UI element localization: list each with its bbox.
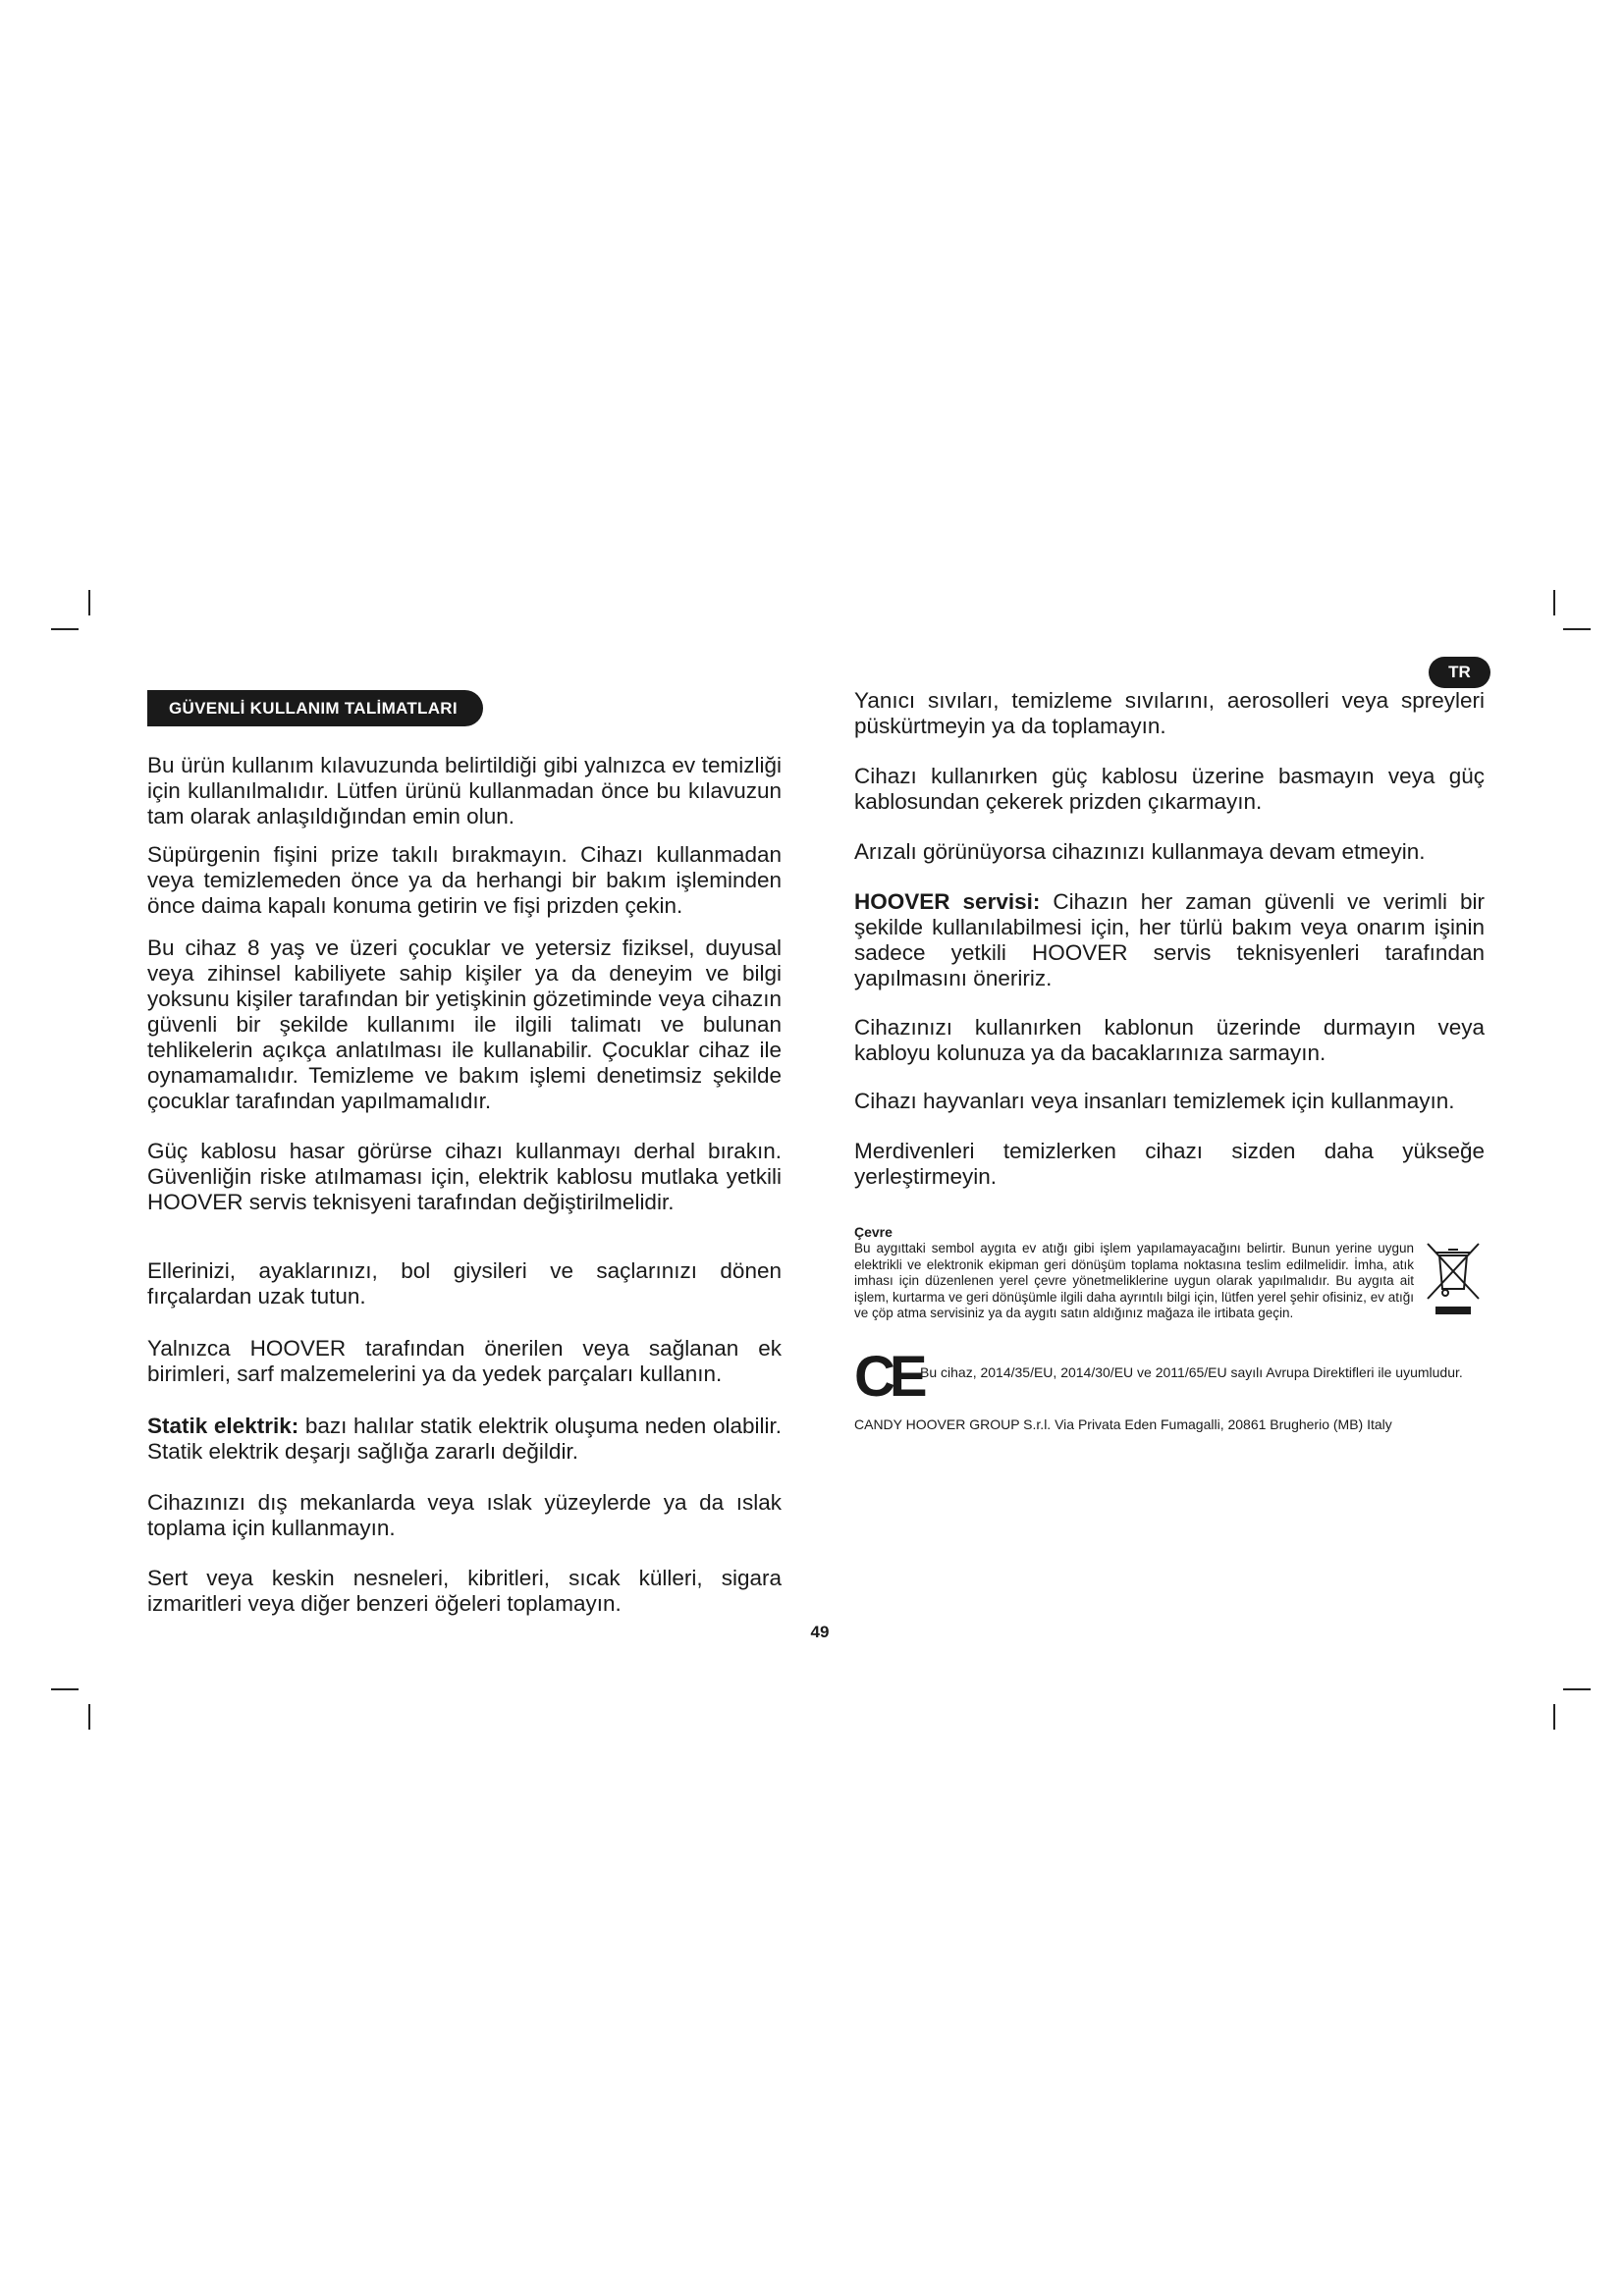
service-text: Cihazın her zaman güvenli ve verimli bir şekilde kullanılabilmesi için, her türlü bakım veya onarım işinin sadece yetkili HOOVER servis teknisyenleri tarafından yapılmasını öneririz. — [854, 889, 1485, 990]
page-number: 49 — [810, 1623, 830, 1641]
service-paragraph — [854, 889, 1485, 991]
crop-mark — [51, 628, 79, 630]
section-heading: GÜVENLİ KULLANIM TALİMATLARI — [147, 690, 483, 726]
ce-declaration: Bu cihaz, 2014/35/EU, 2014/30/EU ve 2011/65/EU sayılı Avrupa Direktifleri ile uyumludur. — [920, 1364, 1463, 1380]
static-label: Statik elektrik: — [147, 1414, 299, 1438]
paragraph: Bu ürün kullanım kılavuzunda belirtildiği gibi yalnızca ev temizliği için kullanılmalıdır. Lütfen ürünü kullanmadan önce bu kılavuzun tam olarak anlaşıldığından emin olun. — [147, 753, 782, 828]
crop-mark — [1563, 1688, 1591, 1690]
paragraph: Sert veya keskin nesneleri, kibritleri, sıcak külleri, sigara izmaritleri veya diğer benzeri öğeleri toplamayın. — [147, 1566, 782, 1616]
paragraph: Yalnızca HOOVER tarafından önerilen veya sağlanan ek birimleri, sarf malzemelerini ya da yedek parçaları kullanın. — [147, 1336, 782, 1386]
paragraph: Ellerinizi, ayaklarınızı, bol giysileri ve saçlarınızı dönen fırçalardan uzak tutun. — [147, 1258, 782, 1308]
crop-mark — [1563, 628, 1591, 630]
paragraph: Merdivenleri temizlerken cihazı sizden daha yükseğe yerleştirmeyin. — [854, 1139, 1485, 1189]
static-text: bazı halılar statik elektrik oluşuma neden olabilir. Statik elektrik deşarjı sağlığa zararlı değildir. — [147, 1414, 782, 1464]
service-label: HOOVER servisi: — [854, 889, 1041, 914]
crop-mark — [88, 590, 90, 615]
company-address: CANDY HOOVER GROUP S.r.l. Via Privata Eden Fumagalli, 20861 Brugherio (MB) Italy — [854, 1416, 1392, 1432]
paragraph: Cihazı kullanırken güç kablosu üzerine basmayın veya güç kablosundan çekerek prizden çıkarmayın. — [854, 764, 1485, 814]
weee-bin-icon — [1424, 1240, 1483, 1318]
static-electricity-paragraph — [147, 1414, 782, 1465]
paragraph: Arızalı görünüyorsa cihazınızı kullanmaya devam etmeyin. — [854, 839, 1426, 864]
paragraph: Yanıcı sıvıları, temizleme sıvılarını, aerosolleri veya spreyleri püskürtmeyin ya da toplamayın. — [854, 688, 1485, 738]
language-badge: TR — [1429, 657, 1490, 688]
paragraph: Cihazınızı dış mekanlarda veya ıslak yüzeylerde ya da ıslak toplama için kullanmayın. — [147, 1490, 782, 1540]
crop-mark — [88, 1704, 90, 1730]
ce-mark-icon: CE — [854, 1345, 922, 1409]
paragraph: Bu cihaz 8 yaş ve üzeri çocuklar ve yetersiz fiziksel, duyusal veya zihinsel kabiliyete sahip kişiler ya da deneyim ve bilgi yoksunu kişiler tarafından bir yetişkinin gözetiminde veya cihazın güvenli bir şekilde kullanımı ile ilgili talimatı ve bulunan tehlikelerin açıkça anlatılması ile kullanabilir. Çocuklar cihaz ile oynamamalıdır. Temizleme ve bakım işlemi denetimsiz şekilde çocuklar tarafından yapılmamalıdır. — [147, 935, 782, 1113]
paragraph: Güç kablosu hasar görürse cihazı kullanmayı derhal bırakın. Güvenliğin riske atılmaması için, elektrik kablosu mutlaka yetkili HOOVER servis teknisyeni tarafından değiştirilmelidir. — [147, 1139, 782, 1214]
crop-mark — [51, 1688, 79, 1690]
environment-text: Bu aygıttaki sembol aygıta ev atığı gibi işlem yapılamayacağını belirtir. Bunun yerine uygun elektrikli ve elektronik ekipman geri dönüşüm toplama noktasına teslim edilmelidir. İmha, atık imhası için düzenlenen yerel çevre yönetmeliklerine uygun olarak yapılmalıdır. Bu aygıta ait işlem, kurtarma ve geri dönüşümle ilgili daha ayrıntılı bilgi için, lütfen yerel şehir ofisiniz, ev atığı ve çöp atma servisiniz ya da aygıtı satın aldığınız mağaza ile irtibata geçin. — [854, 1241, 1414, 1320]
environment-title: Çevre — [854, 1224, 893, 1240]
paragraph: Cihazı hayvanları veya insanları temizlemek için kullanmayın. — [854, 1089, 1455, 1113]
crop-mark — [1553, 1704, 1555, 1730]
paragraph: Süpürgenin fişini prize takılı bırakmayın. Cihazı kullanmadan veya temizlemeden önce ya da herhangi bir bakım işleminden önce daima kapalı konuma getirin ve fişi prizden çekin. — [147, 842, 782, 918]
crop-mark — [1553, 590, 1555, 615]
paragraph: Cihazınızı kullanırken kablonun üzerinde durmayın veya kabloyu kolunuza ya da bacaklarınıza sarmayın. — [854, 1015, 1485, 1065]
